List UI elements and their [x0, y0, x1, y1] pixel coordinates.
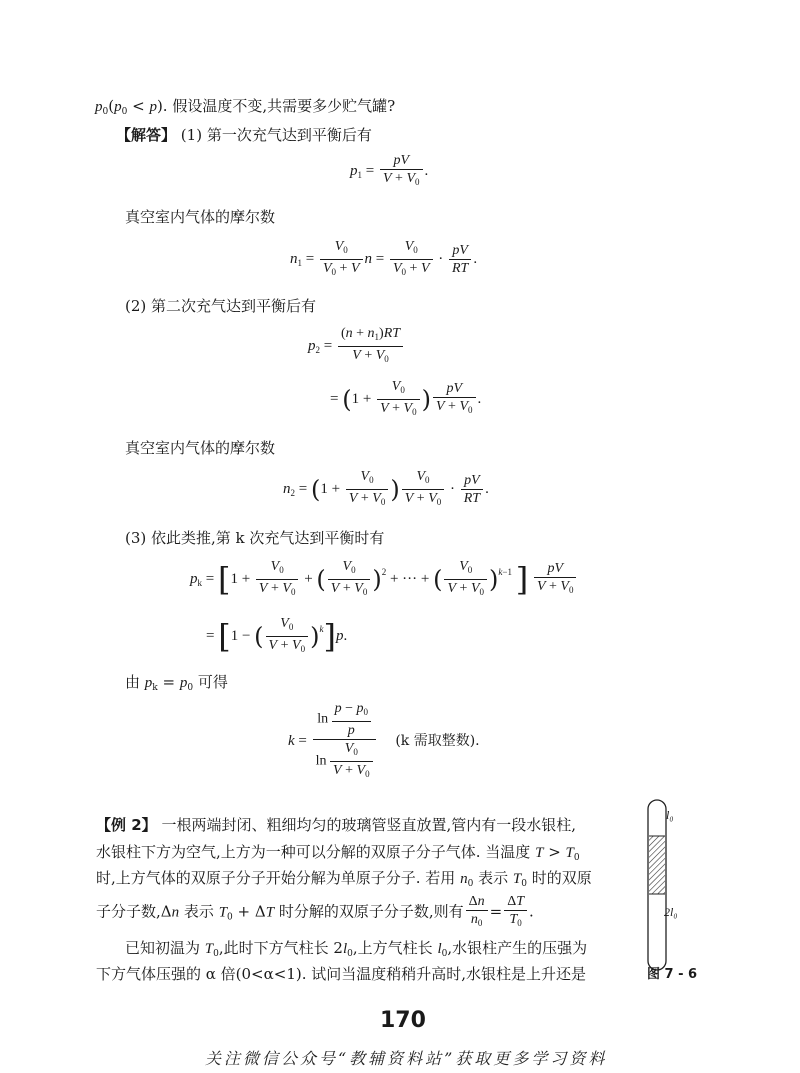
example2-label: 【例 2】 [96, 816, 157, 834]
glass-tube-figure [640, 798, 680, 974]
intro-line: $p_0(p_0 < p)$. 假设温度不变,共需要多少贮气罐? [95, 97, 396, 117]
equation-p2-line2: = (1 + $\frac{V_0}{V + V_0}$ ) $\frac{pV}{V + V_0}$ . [330, 379, 482, 417]
solution-step1: 【解答】 (1) 第一次充气达到平衡后有 [116, 126, 372, 144]
solution-step3: (3) 依此类推,第 k 次充气达到平衡时有 [125, 529, 385, 547]
moles-text-2: 真空室内气体的摩尔数 [125, 439, 276, 457]
figure-label-bottom: 2l₀ [664, 905, 678, 919]
page-number: 170 [380, 1008, 426, 1033]
solution-label: 【解答】 [116, 126, 177, 144]
equation-pk-line2: = [1 − ( $\frac{V_0}{V + V_0}$ )$^k$]p. [206, 616, 348, 656]
moles-text-1: 真空室内气体的摩尔数 [125, 208, 276, 226]
figure-label-top: l₀ [666, 808, 674, 822]
example2-line4: 子分子数,Δn 表示 $T_0 + \Delta T$ 时分解的双原子分子数,则有 $\frac{\Delta n}{n_0}$ = $\frac{\Delta T}{T_0}$ . [96, 894, 534, 928]
example2-line2: 水银柱下方为空气,上方为一种可以分解的双原子分子气体. 当温度 $T > T_0$ [96, 843, 580, 863]
solution-step2: (2) 第二次充气达到平衡后有 [125, 297, 317, 315]
from-line: 由 $p_k = p_0$ 可得 [125, 673, 228, 693]
example2-line1: 【例 2】 一根两端封闭、粗细均匀的玻璃管竖直放置,管内有一段水银柱, [96, 816, 576, 834]
equation-pk-line1: $p_k = [1$ + $\frac{V_0}{V + V_0}$ + ( $\frac{V_0}{V + V_0}$ )$^2$ + ··· + ( $\frac{V_0}{V + V_0}$ )$^{k-1}$ ] $\frac{pV}{V + V_0}$ [190, 558, 578, 601]
equation-p2-line1: $p_2$ = $\frac{(n + n_1)RT}{V + V_0}$ [308, 325, 405, 368]
equation-p1-render: $p_1$ = $\frac{pV}{V + V_0}$ . [350, 153, 429, 187]
example2-line5: 已知初温为 $T_0$,此时下方气柱长 $2l_0$,上方气柱长 $l_0$,水银柱产生的压强为 [125, 939, 588, 959]
figure-caption: 图 7 - 6 [647, 967, 698, 982]
equation-k: k = ln $\frac{p - p_0}{p}$ ln $\frac{V_0}{V + V_0}$ (k 需取整数). [288, 701, 480, 779]
footer-promo: 关注微信公众号“教辅资料站”获取更多学习资料 [205, 1049, 608, 1068]
example2-line6: 下方气体压强的 α 倍(0<α<1). 试问当温度稍稍升高时,水银柱是上升还是 [96, 965, 587, 983]
example2-line3: 时,上方气体的双原子分子开始分解为单原子分子. 若用 $n_0$ 表示 $T_0$ 时的双原 [96, 869, 592, 889]
equation-n2: $n_2 = (1$ + $\frac{V_0}{V + V_0}$ ) $\frac{V_0}{V + V_0}$ · $\frac{pV}{RT}$ . [283, 469, 489, 507]
mercury-column [649, 836, 665, 894]
equation-n1: $n_1$ = $\frac{V_0}{V_0 + V}$ n = $\frac{V_0}{V_0 + V}$ · $\frac{pV}{RT}$ . [290, 239, 478, 277]
note: (k 需取整数). [395, 732, 480, 749]
